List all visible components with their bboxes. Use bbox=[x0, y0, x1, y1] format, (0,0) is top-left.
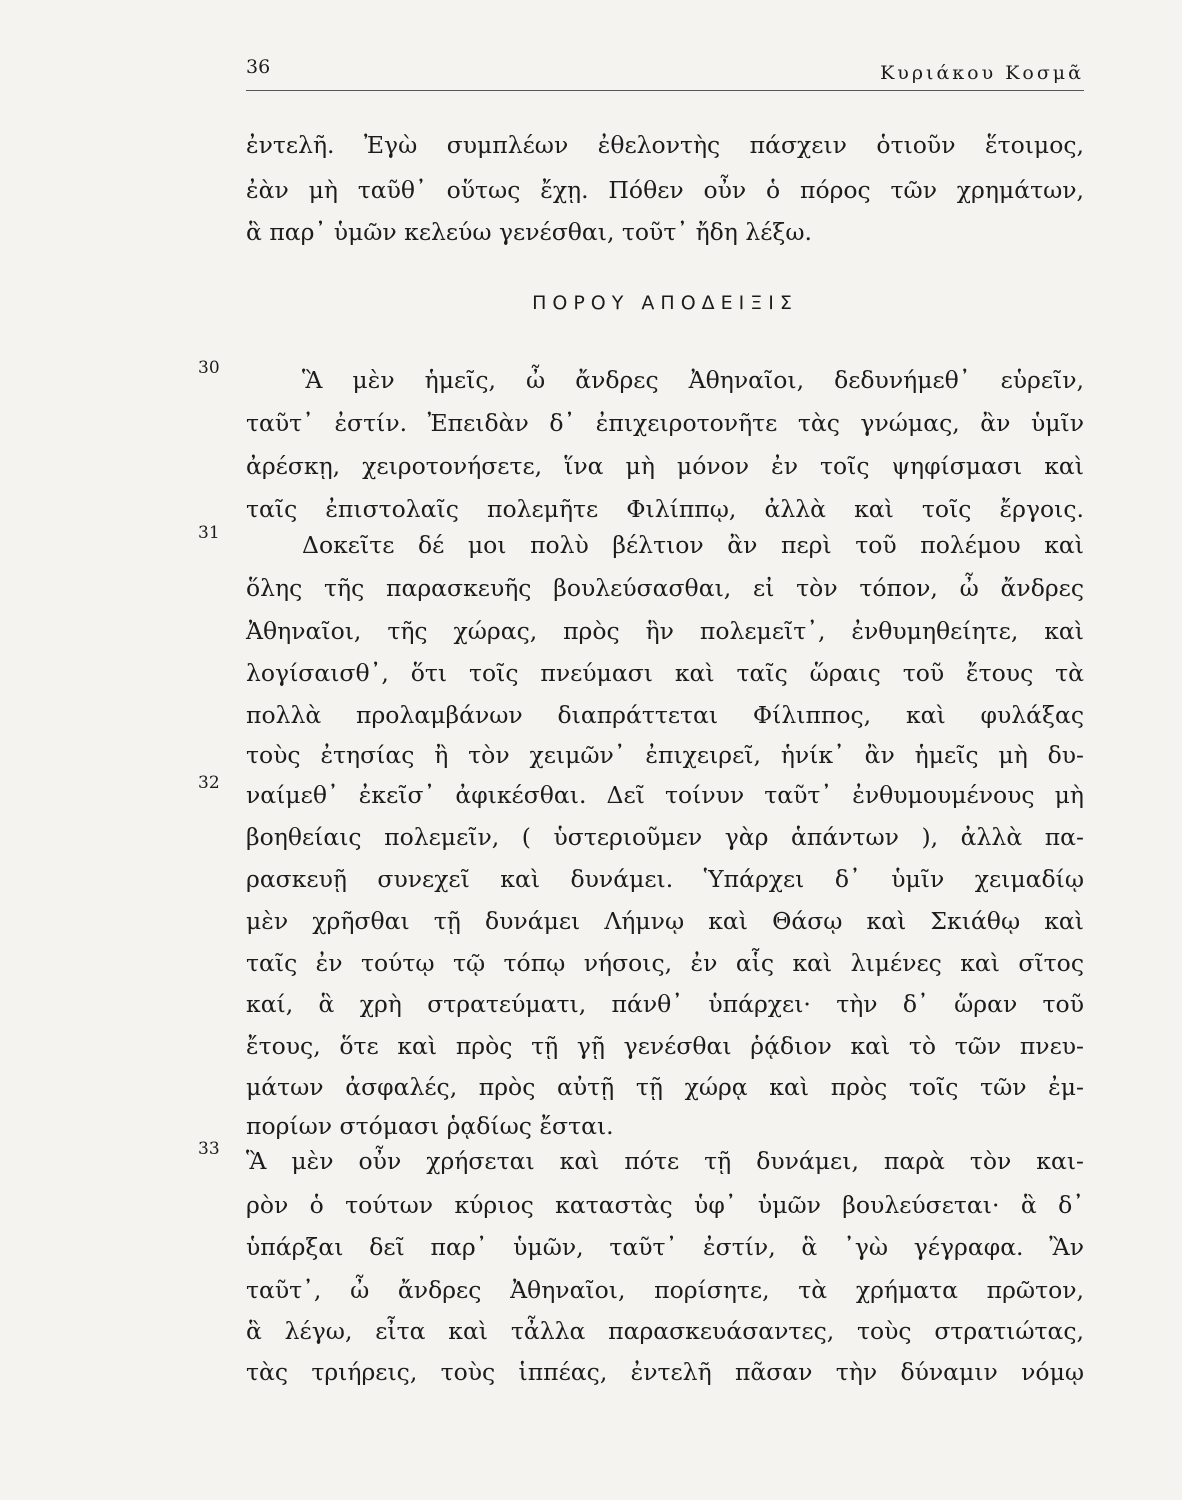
text-line: ὑπάρξαι δεῖ παρ᾽ ὑμῶν, ταῦτ᾽ ἐστίν, ἃ ᾽γὼ γέγραφα. Ἂν bbox=[246, 1233, 1084, 1261]
text-line: ἀρέσκῃ, χειροτονήσετε, ἵνα μὴ μόνον ἐν τοῖς ψηφίσμασι καὶ bbox=[246, 452, 1084, 480]
text-line: Δοκεῖτε δέ μοι πολὺ βέλτιον ἂν περὶ τοῦ πολέμου καὶ bbox=[302, 531, 1084, 559]
text-line: ταῦτ᾽, ὦ ἄνδρες Ἀθηναῖοι, πορίσητε, τὰ χρήματα πρῶτον, bbox=[246, 1276, 1084, 1304]
text-line: μὲν χρῆσθαι τῇ δυνάμει Λήμνῳ καὶ Θάσῳ καὶ Σκιάθῳ καὶ bbox=[246, 907, 1084, 935]
text-line: ναίμεθ᾽ ἐκεῖσ᾽ ἀφικέσθαι. Δεῖ τοίνυν ταῦτ᾽ ἐνθυμουμένους μὴ bbox=[246, 781, 1084, 809]
text-line: ταῦτ᾽ ἐστίν. Ἐπειδὰν δ᾽ ἐπιχειροτονῆτε τὰς γνώμας, ἂν ὑμῖν bbox=[246, 409, 1084, 437]
header-rule bbox=[246, 90, 1084, 91]
text-line: ρὸν ὁ τούτων κύριος καταστὰς ὑφ᾽ ὑμῶν βουλεύσεται· ἃ δ᾽ bbox=[246, 1191, 1084, 1219]
text-line: ταῖς ἐν τούτῳ τῷ τόπῳ νήσοις, ἐν αἷς καὶ λιμένες καὶ σῖτος bbox=[246, 949, 1084, 977]
text-line: τοὺς ἐτησίας ἢ τὸν χειμῶν᾽ ἐπιχειρεῖ, ἡνίκ᾽ ἂν ἡμεῖς μὴ δυ- bbox=[246, 741, 1084, 769]
text-line: ἐὰν μὴ ταῦθ᾽ οὕτως ἔχῃ. Πόθεν οὖν ὁ πόρος τῶν χρημάτων, bbox=[246, 176, 1084, 204]
text-line: βοηθείαις πολεμεῖν, ( ὑστεριοῦμεν γὰρ ἁπάντων ), ἀλλὰ πα- bbox=[246, 823, 1084, 851]
text-line: ὅλης τῆς παρασκευῆς βουλεύσασθαι, εἰ τὸν τόπον, ὦ ἄνδρες bbox=[246, 574, 1084, 602]
text-line: Ἃ μὲν ἡμεῖς, ὦ ἄνδρες Ἀθηναῖοι, δεδυνήμεθ᾽ εὑρεῖν, bbox=[302, 366, 1084, 394]
text-line: ρασκευῇ συνεχεῖ καὶ δυνάμει. Ὑπάρχει δ᾽ ὑμῖν χειμαδίῳ bbox=[246, 865, 1084, 893]
margin-number-31: 31 bbox=[198, 523, 220, 543]
text-line: Ἀθηναῖοι, τῆς χώρας, πρὸς ἣν πολεμεῖτ᾽, ἐνθυμηθείητε, καὶ bbox=[246, 617, 1084, 645]
text-line: τὰς τριήρεις, τοὺς ἱππέας, ἐντελῆ πᾶσαν τὴν δύναμιν νόμῳ bbox=[246, 1358, 1084, 1386]
text-line: πορίων στόμασι ῥᾳδίως ἔσται. bbox=[246, 1112, 614, 1140]
section-heading: ΠΟΡΟΥ ΑΠΟΔΕΙΞΙΣ bbox=[532, 292, 798, 314]
text-line: Ἃ μὲν οὖν χρήσεται καὶ πότε τῇ δυνάμει, παρὰ τὸν και- bbox=[246, 1147, 1084, 1175]
margin-number-32: 32 bbox=[198, 773, 220, 793]
text-line: ἃ παρ᾽ ὑμῶν κελεύω γενέσθαι, τοῦτ᾽ ἤδη λέξω. bbox=[246, 218, 812, 246]
text-line: λογίσαισθ᾽, ὅτι τοῖς πνεύμασι καὶ ταῖς ὥραις τοῦ ἔτους τὰ bbox=[246, 659, 1084, 687]
text-line: πολλὰ προλαμβάνων διαπράττεται Φίλιππος, καὶ φυλάξας bbox=[246, 701, 1084, 729]
margin-number-33: 33 bbox=[198, 1139, 220, 1159]
text-line: καί, ἃ χρὴ στρατεύματι, πάνθ᾽ ὑπάρχει· τὴν δ᾽ ὥραν τοῦ bbox=[246, 990, 1084, 1018]
page-number: 36 bbox=[246, 56, 271, 78]
running-head: Κυριάκου Κοσμᾶ bbox=[880, 62, 1084, 84]
text-line: ταῖς ἐπιστολαῖς πολεμῆτε Φιλίππῳ, ἀλλὰ καὶ τοῖς ἔργοις. bbox=[246, 495, 1084, 523]
text-line: ἔτους, ὅτε καὶ πρὸς τῇ γῇ γενέσθαι ῥᾴδιον καὶ τὸ τῶν πνευ- bbox=[246, 1032, 1084, 1060]
text-line: ἃ λέγω, εἶτα καὶ τἆλλα παρασκευάσαντες, τοὺς στρατιώτας, bbox=[246, 1317, 1084, 1345]
text-line: ἐντελῆ. Ἐγὼ συμπλέων ἐθελοντὴς πάσχειν ὁτιοῦν ἕτοιμος, bbox=[246, 131, 1084, 159]
margin-number-30: 30 bbox=[198, 358, 220, 378]
text-line: μάτων ἀσφαλές, πρὸς αὐτῇ τῇ χώρᾳ καὶ πρὸς τοῖς τῶν ἐμ- bbox=[246, 1073, 1084, 1101]
